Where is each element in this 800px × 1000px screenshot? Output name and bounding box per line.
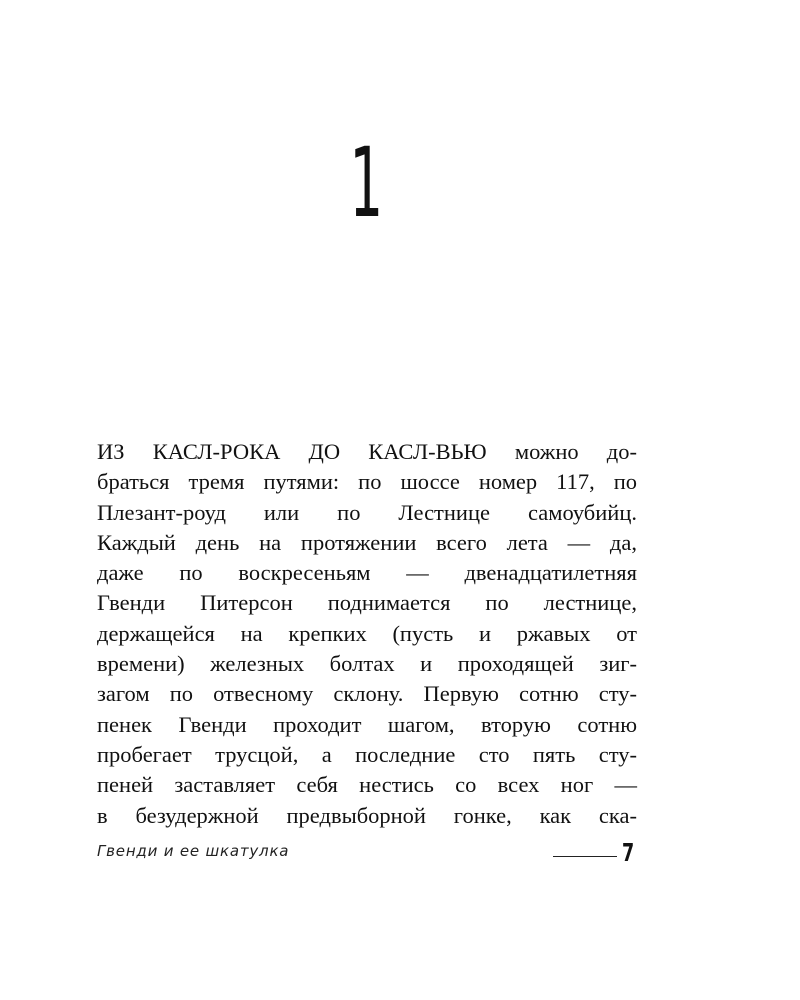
running-footer-title: Гвенди и ее шкатулка — [97, 842, 290, 860]
text-line: Плезант-роуд или по Лестнице самоубийц. — [97, 499, 637, 525]
footer-divider — [553, 856, 617, 857]
text-line: держащейся на крепких (пусть и ржавых от — [97, 620, 637, 646]
page-number: 7 — [622, 838, 635, 867]
text-line: даже по воскресеньям — двенадцатилетняя — [97, 560, 637, 586]
text-line: пеней заставляет себя нестись со всех ног — — [97, 772, 637, 798]
text-line: в безудержной предвыборной гонке, как ска- — [97, 802, 637, 828]
text-line: браться тремя путями: по шоссе номер 117, по — [97, 469, 637, 495]
body-text — [97, 437, 637, 831]
text-line: времени) железных болтах и проходящей зиг- — [97, 651, 637, 677]
text-line: пенек Гвенди проходит шагом, вторую сотню — [97, 711, 637, 737]
chapter-number: 1 — [349, 127, 384, 239]
text-line: пробегает трусцой, а последние сто пять сту- — [97, 741, 637, 767]
text-line: ИЗ КАСЛ-РОКА ДО КАСЛ-ВЬЮ можно до- — [97, 439, 637, 464]
text-line: Гвенди Питерсон поднимается по лестнице, — [97, 590, 637, 616]
text-line: загом по отвесному склону. Первую сотню сту- — [97, 681, 637, 707]
text-line: Каждый день на протяжении всего лета — да, — [97, 529, 637, 555]
